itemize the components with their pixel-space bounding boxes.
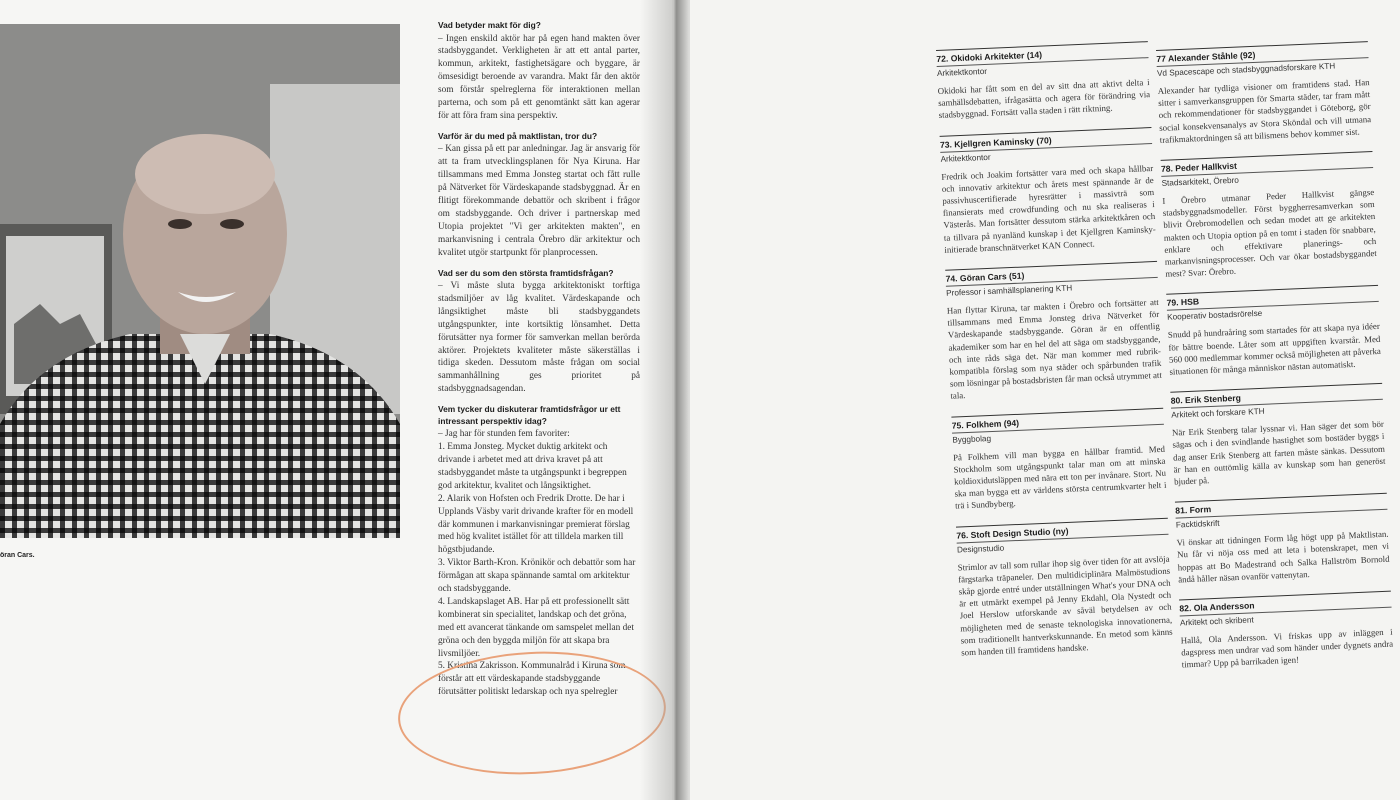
entry-title: 79. HSB: [1166, 285, 1378, 309]
question-heading: Vem tycker du diskuterar framtidsfrågor ur ett intressant perspektiv idag?: [438, 404, 621, 426]
list-entry: [1175, 493, 1390, 586]
entry-body: Snudd på hundraåring som startades för att skapa nya idéer för bättre boende. Låter som att uppgiften kvarstår. Med 560 000 medlemmar kommer också möjligheten att påverka situationen för många människor nästan automatiskt.: [1167, 321, 1381, 377]
entry-title: 74. Göran Cars (51): [945, 261, 1157, 285]
entry-body: Okidoki har fått som en del av sitt dna att aktivt delta i samhällsdebatten, ifrågasätta och agera för förändring via stadsbyggnad. Fortsätt valla staden i rätt riktning.: [937, 77, 1151, 121]
entry-body: När Erik Stenberg talar lyssnar vi. Han säger det som bör sägas och i den svindlande hastighet som bostäder byggs i dag anser Erik Stenberg att farten måste sänkas. Dessutom är han en outtömlig källa av kunskap som han generöst bjuder på.: [1171, 419, 1386, 487]
entry-title: 78. Peder Hallkvist: [1161, 151, 1373, 175]
entry-subtitle: Vd Spacescape och stadsbyggnadsforskare KTH: [1157, 57, 1369, 79]
entry-title: 82. Ola Andersson: [1179, 591, 1391, 615]
question-heading: Vad ser du som den största framtidsfrågan?: [438, 267, 614, 278]
entry-subtitle: Arkitekt och skribent: [1180, 607, 1392, 629]
interview-column: [438, 20, 640, 699]
list-column-2: [1156, 41, 1394, 685]
answer-text: – Ingen enskild aktör har på egen hand makten över stadsbyggandet. Verkligheten är att ett antal parter, kommun, arkitekt, fastighetsägare och byggare, är ömsesidigt beroende av varandra. Makt får den aktör som förstår spelreglerna för interaktionen mellan parterna, och som på ett genomtänkt sätt kan agerar för att föra fram sina perspektiv.: [438, 33, 640, 121]
left-page: [0, 0, 672, 800]
list-entry: [1161, 151, 1378, 280]
entry-subtitle: Arkitektkontor: [937, 57, 1149, 79]
entry-body: Alexander har tydliga visioner om framtidens stad. Han sitter i samverkansgruppen för Smarta städer, tar fram mått och rekommendationer för stadsbyggandet i Göteborg, gör social konsekvensanalys av Stora Sköndal och vill utmana trafikmaktordningen så att bilismens behov kommer sist.: [1157, 77, 1372, 145]
entry-subtitle: Facktidskrift: [1176, 509, 1388, 531]
entry-body: Fredrik och Joakim fortsätter vara med och skapa hållbar och innovativ arkitektur och årets mest spännande är de passivhuscertifierade hyresrätter i massivträ som finansierats med crowdfunding och nu ska realiseras i Västerås. Man fortsätter dessutom stärka arkitektkåren och ta tillvara på nyanländ kunskap i det Kjellgren Kaminsky-initierade branschnätverket KAN Connect.: [941, 162, 1156, 255]
answer-text: – Jag har för stunden fem favoriter: 1. Emma Jonsteg. Mycket duktig arkitekt och drivande i arbetet med att driva kravet på att stadsbyggandet måste ta utgångspunkt i begreppen god arkitektur, kvalitet och långsiktighet. 2. Alarik von Hofsten och Fredrik Drotte. De har i Upplands Väsby varit drivande krafter för en modell där kommunen i markanvisningar premierat förslag med hög kvalitet istället för att tilldela marken till högstbjudande. 3. Viktor Barth-Kron. Krönikör och debattör som har förmågan att skapa spännande samtal om arkitektur och stadsbyggande. 4. Landskapslaget AB. Har på ett professionellt sätt kombinerat sin specialitet, landskap och det gröna, med ett avancerat tänkande om samspelet mellan det gröna och den byggda miljön för att skapa bra livsmiljöer. 5. Kristina Zakrisson. Kommunalråd i Kiruna som förstår att ett värdeskapande stadsbyggande förutsätter politiskt ledarskap och nya spelregler: [438, 429, 636, 698]
entry-subtitle: Kooperativ bostadsrörelse: [1167, 301, 1379, 323]
list-entry: [1179, 591, 1394, 671]
entry-title: 73. Kjellgren Kaminsky (70): [940, 127, 1152, 151]
entry-body: På Folkhem vill man bygga en hållbar framtid. Med Stockholm som utgångspunkt talar man om att minska koldioxidutsläppen med nära ett ton per invånare. Stort. Nu ska man bygga ett av världens största centrumkvarter helt i trä i Sundbyberg.: [952, 443, 1167, 512]
list-entry: [1170, 383, 1386, 488]
photo-caption: öran Cars.: [0, 552, 35, 559]
list-column-1: [936, 41, 1174, 673]
list-entry: [940, 127, 1157, 256]
entry-title: 72. Okidoki Arkitekter (14): [936, 41, 1148, 65]
question-heading: Vad betyder makt för dig?: [438, 20, 541, 30]
entry-subtitle: Stadsarkitekt, Örebro: [1161, 167, 1373, 189]
entry-title: 80. Erik Stenberg: [1170, 383, 1382, 407]
highlight-circle: [395, 645, 669, 781]
answer-text: – Vi måste sluta bygga arkitektoniskt torftiga stadsmiljöer av låg kvalitet. Värdeskapande och långsiktighet måste bli stadsbyggandets utgångspunkter, inte kortsiktig lönsamhet. Detta förutsätter nya former för samverkan mellan berörda aktörer. Projektets kvaliteter måste säkerställas i tidiga skeden. Dessutom måste frågan om social sammanhållning ges prioritet på stadsbyggnadsagendan.: [438, 281, 640, 395]
list-entry: [945, 261, 1162, 402]
question-heading: Varför är du med på maktlistan, tror du?: [438, 130, 598, 141]
entry-title: 77 Alexander Ståhle (92): [1156, 41, 1368, 65]
entry-body: Vi önskar att tidningen Form låg högt upp på Maktlistan. Nu får vi nöja oss med att leta i botenskrapet, men vi hoppas att Bo Madestrand och Salka Hallström Bornold ändå håller näsan ovanför vattenytan.: [1176, 528, 1390, 585]
entry-subtitle: Byggbolag: [952, 423, 1164, 445]
entry-body: Strimlor av tall som rullar ihop sig över tiden för att avslöja färgstarka träpaneler. Den multidiciplinära Malmöstudions skåp gjorde entré under utställningen What's your DNA och är ett utmärkt exempel på Jenny Ekdahl, Ola Nystedt och Joel Herslow utforskande av såväl betydelsen av och möjligheten med de senaste teknologiska innovationerna, som traditionellt hantverkskunnande. En metod som känns som handen till framtidens handske.: [957, 553, 1173, 658]
entry-subtitle: Arkitektkontor: [940, 143, 1152, 165]
list-entry: [1166, 285, 1381, 378]
entry-subtitle: Professor i samhällsplanering KTH: [946, 277, 1158, 299]
entry-title: 76. Stoft Design Studio (ny): [956, 517, 1168, 541]
answer-text: – Kan gissa på ett par anledningar. Jag är ansvarig för att ta fram utvecklingsplanen för Nya Kiruna. Har tillsammans med Emma Jonsteg startat och fått rulle på Nätverket för Värdeskapande stadsbyggnad. Är en flitigt förekommande debattör och skribent i frågor om stadsbyggande. Och driver i partnerskap med Utopia projektet "Vi ger arkitekten makten", en markanvisning i centrala Örebro där arkitektur och kvalitet utgör startpunkt för planprocessen.: [438, 144, 640, 258]
entry-body: Han flyttar Kiruna, tar makten i Örebro och fortsätter att tillsammans med Emma Jonsteg driva Nätverket för Värdeskapande stadsbyggande. Göran är en offentlig akademiker som har en hel del att säga om stadsbyggande, och inte råds säga det. När man kommer med rubrik-kompatibla förslag som nya städer och spårbunden trafik som lösningar på bostadsbristen får man också utrymmet att tala.: [946, 296, 1163, 402]
entry-subtitle: Arkitekt och forskare KTH: [1171, 399, 1383, 421]
entry-body: Hallå, Ola Andersson. Vi friskas upp av inläggen i dagspress men undrar vad som händer under dygnets andra timmar? Upp på barrikaden igen!: [1180, 626, 1394, 670]
entry-title: 81. Form: [1175, 493, 1387, 517]
list-entry: [956, 517, 1173, 658]
list-entry: [936, 41, 1151, 121]
entry-title: 75. Folkhem (94): [951, 407, 1163, 431]
entry-subtitle: Designstudio: [957, 533, 1169, 555]
list-entry: [951, 407, 1167, 512]
entry-body: I Örebro utmanar Peder Hallkvist gängse stadsbyggnadsmodeller. Först byggherresamverkan som blivit Örebromodellen och sedan modet att ge arkitekten makten och Utopia option på en tomt i staden för snabbare, enklare och effektivare planerings- och markanvisningsprocesser. Och var ökar bostadsbyggandet mest? Svar: Örebro.: [1162, 187, 1377, 280]
list-entry: [1156, 41, 1372, 146]
portrait-photo: [0, 24, 400, 538]
